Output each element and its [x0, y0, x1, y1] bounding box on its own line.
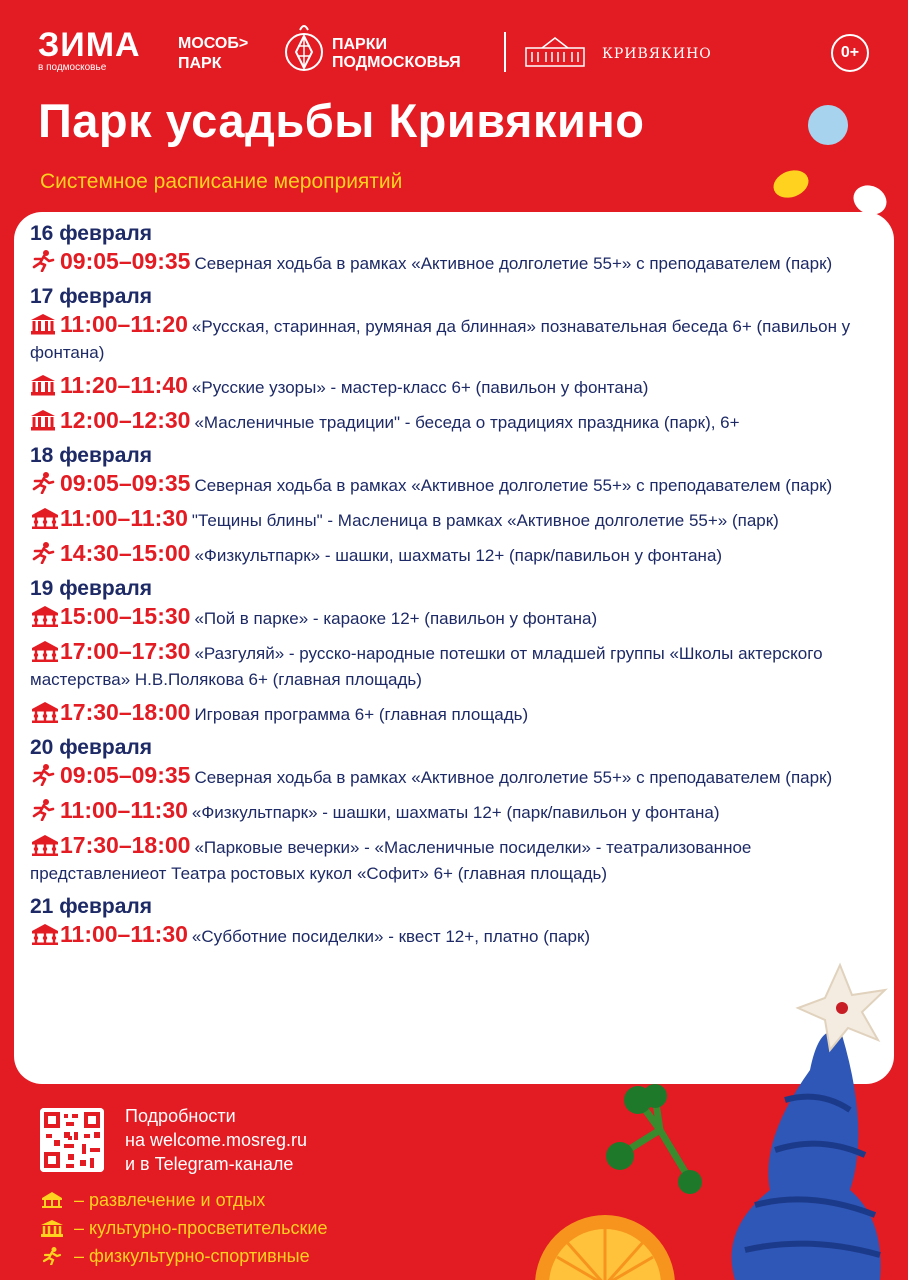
logo-zima-sub: в подмосковье — [38, 62, 107, 73]
logo-parki-line2: ПОДМОСКОВЬЯ — [332, 54, 461, 71]
page-subtitle: Системное расписание мероприятий — [40, 170, 403, 193]
decor-blue-circle — [808, 105, 848, 145]
event-time: 11:00–11:30 — [60, 797, 188, 823]
event-description: «Русская, старинная, румяная да блинная» познавательная беседа 6+ (павильон у фонтана) — [30, 317, 851, 362]
logo-mosob-line1: МОСОБ> — [178, 35, 249, 52]
carousel-icon — [30, 605, 56, 627]
event-time: 11:00–11:30 — [60, 921, 188, 947]
event-item — [30, 921, 890, 950]
carousel-icon — [30, 923, 56, 945]
day-heading: 19 февраля — [30, 577, 152, 600]
event-description: "Тещины блины" - Масленица в рамках «Активное долголетие 55+» (парк) — [191, 511, 779, 530]
event-item — [30, 372, 890, 401]
day-heading: 16 февраля — [30, 222, 152, 245]
legend-label: – физкультурно-спортивные — [74, 1246, 310, 1266]
event-description: «Пой в парке» - караоке 12+ (павильон у фонтана) — [194, 609, 598, 628]
event-item — [30, 470, 890, 499]
event-description: Северная ходьба в рамках «Активное долголетие 55+» с преподавателем (парк) — [194, 768, 833, 787]
event-item — [30, 832, 890, 887]
legend — [40, 1186, 328, 1270]
legend-label: – культурно-просветительские — [74, 1218, 328, 1238]
event-description: «Разгуляй» - русско-народные потешки от младшей группы «Школы актерского мастерства» Н.В.Полякова 6+ (главная площадь) — [30, 644, 823, 689]
carousel-icon — [40, 1191, 64, 1209]
event-item — [30, 603, 890, 632]
event-item — [30, 762, 890, 791]
event-time: 12:00–12:30 — [60, 407, 191, 433]
logo-parki-podmoskovya — [284, 22, 494, 78]
event-time: 15:00–15:30 — [60, 603, 191, 629]
event-item — [30, 699, 890, 728]
event-description: «Парковые вечерки» - «Масленичные посиделки» - театрализованное представлениеот Театра ростовых кукол «Софит» 6+ (главная площадь) — [30, 838, 752, 883]
age-rating-badge: 0+ — [831, 34, 869, 72]
footer — [0, 1090, 908, 1280]
decor-yellow-blob — [770, 166, 813, 203]
logo-mosob-line2: ПАРК — [178, 55, 222, 72]
runner-icon — [30, 472, 56, 494]
info-line2[interactable]: на welcome.mosreg.ru — [125, 1130, 308, 1150]
museum-icon — [30, 409, 56, 431]
logo-parki-line1: ПАРКИ — [332, 36, 387, 53]
event-item — [30, 638, 890, 693]
carousel-icon — [30, 701, 56, 723]
museum-icon — [30, 374, 56, 396]
legend-item-entertainment — [40, 1186, 328, 1214]
logo-zima — [38, 28, 141, 74]
legend-item-sport — [40, 1242, 328, 1270]
event-time: 17:30–18:00 — [60, 699, 191, 725]
day-heading: 21 февраля — [30, 895, 152, 918]
carousel-icon — [30, 834, 56, 856]
logo-krivyakino — [524, 30, 712, 74]
event-description: «Русские узоры» - мастер-класс 6+ (павильон у фонтана) — [191, 378, 649, 397]
event-item — [30, 505, 890, 534]
pinecone-emblem-icon — [284, 22, 324, 74]
runner-icon — [30, 764, 56, 786]
event-time: 14:30–15:00 — [60, 540, 191, 566]
event-time: 09:05–09:35 — [60, 470, 191, 496]
event-description: Северная ходьба в рамках «Активное долголетие 55+» с преподавателем (парк) — [194, 476, 833, 495]
carousel-icon — [30, 507, 56, 529]
event-time: 09:05–09:35 — [60, 248, 191, 274]
museum-icon — [40, 1219, 64, 1237]
event-time: 17:30–18:00 — [60, 832, 191, 858]
legend-item-culture — [40, 1214, 328, 1242]
runner-icon — [40, 1247, 64, 1265]
event-item — [30, 797, 890, 826]
event-description: Северная ходьба в рамках «Активное долголетие 55+» с преподавателем (парк) — [194, 254, 833, 273]
runner-icon — [30, 250, 56, 272]
event-description: «Масленичные традиции" - беседа о традициях праздника (парк), 6+ — [194, 413, 740, 432]
day-heading: 18 февраля — [30, 444, 152, 467]
event-description: «Субботние посиделки» - квест 12+, платно (парк) — [191, 927, 591, 946]
logo-zima-text: ЗИМА — [38, 26, 141, 64]
manor-building-icon — [524, 34, 586, 68]
day-heading: 20 февраля — [30, 736, 152, 759]
page-title: Парк усадьбы Кривякино — [38, 94, 645, 147]
logo-kriv-text: КРИВЯКИНО — [602, 46, 712, 62]
runner-icon — [30, 799, 56, 821]
info-line3: и в Telegram-канале — [125, 1154, 294, 1174]
header-logos — [38, 22, 878, 82]
event-description: Игровая программа 6+ (главная площадь) — [194, 705, 529, 724]
day-heading: 17 февраля — [30, 285, 152, 308]
schedule-list — [30, 220, 890, 956]
runner-icon — [30, 542, 56, 564]
event-time: 11:00–11:20 — [60, 311, 188, 337]
event-time: 11:20–11:40 — [60, 372, 188, 398]
carousel-icon — [30, 640, 56, 662]
info-text — [125, 1104, 307, 1176]
legend-label: – развлечение и отдых — [74, 1190, 266, 1210]
event-item — [30, 540, 890, 569]
event-description: «Физкультпарк» - шашки, шахматы 12+ (парк/павильон у фонтана) — [191, 803, 720, 822]
event-time: 09:05–09:35 — [60, 762, 191, 788]
event-item — [30, 248, 890, 277]
event-description: «Физкультпарк» - шашки, шахматы 12+ (парк/павильон у фонтана) — [194, 546, 723, 565]
event-item — [30, 407, 890, 436]
info-line1: Подробности — [125, 1106, 236, 1126]
event-time: 17:00–17:30 — [60, 638, 191, 664]
event-item — [30, 311, 890, 366]
qr-code-icon[interactable] — [40, 1108, 104, 1172]
event-time: 11:00–11:30 — [60, 505, 188, 531]
museum-icon — [30, 313, 56, 335]
logo-mosobpark — [178, 34, 248, 74]
divider — [504, 32, 506, 72]
